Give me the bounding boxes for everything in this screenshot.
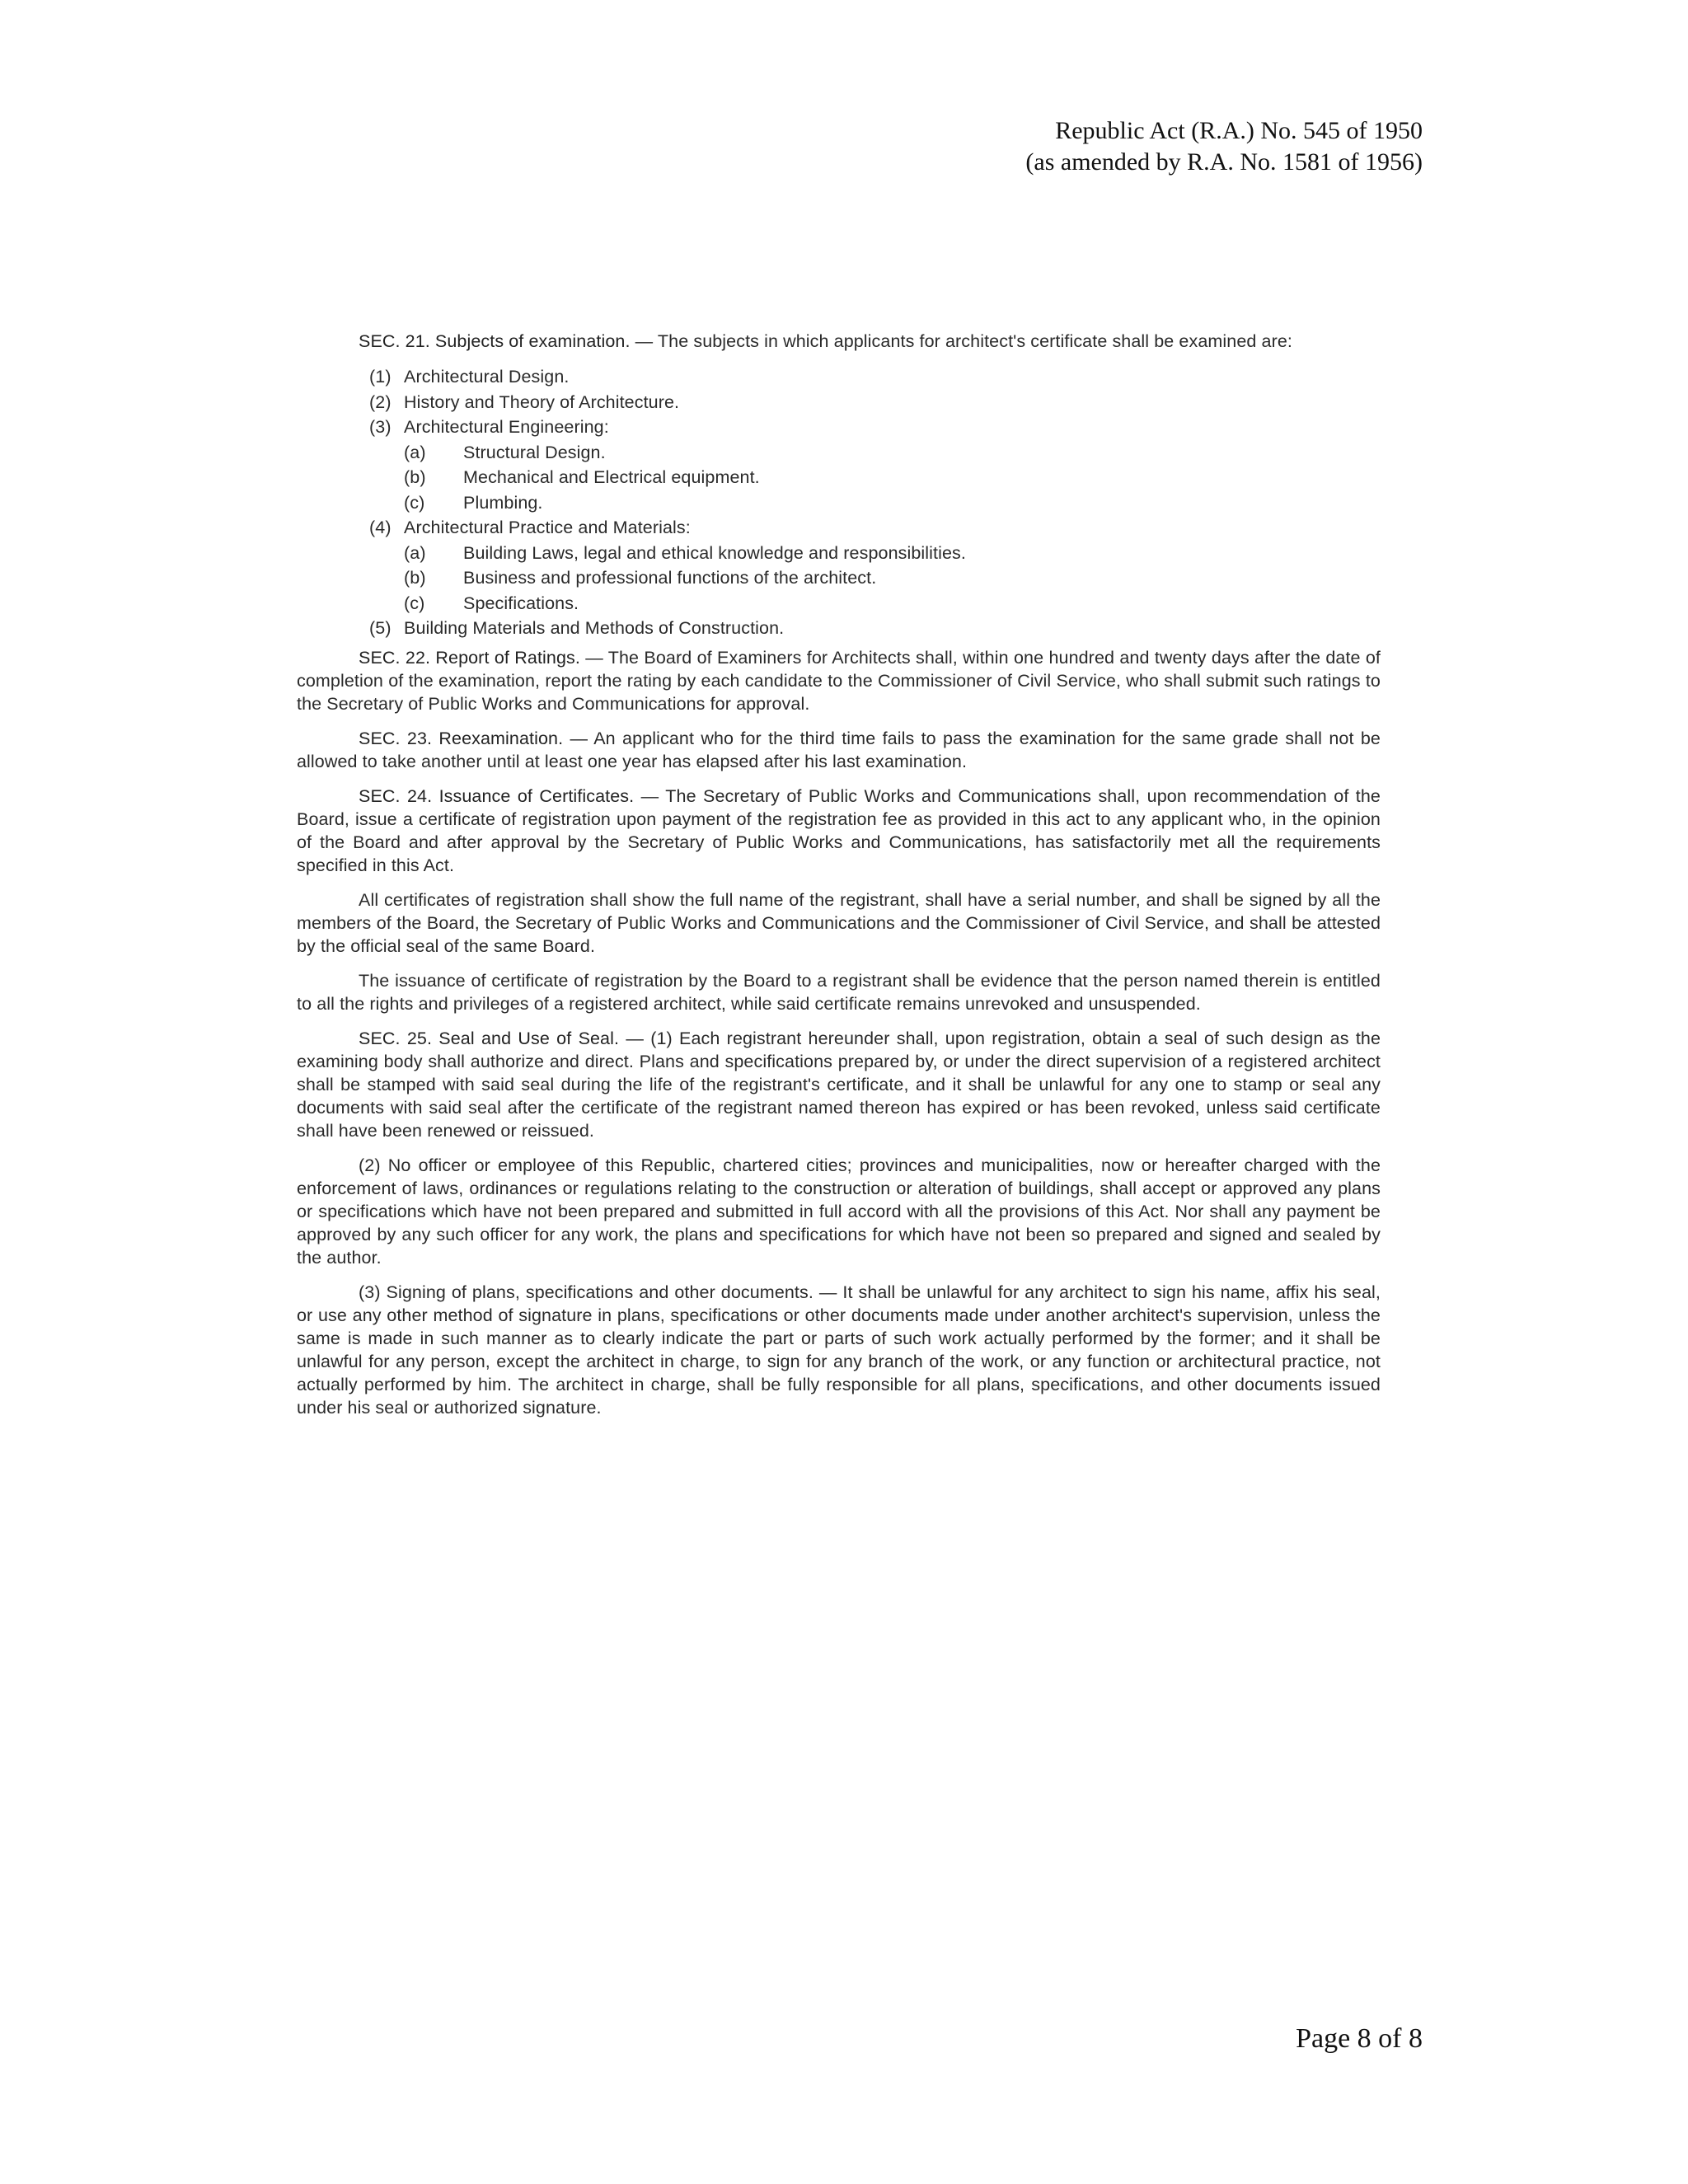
sec21-intro <box>297 330 1381 353</box>
subjects-list <box>297 364 1381 641</box>
subject-subitem <box>404 541 1381 566</box>
sec25-subsection-3: (3) Signing of plans, specifications and other documents. — It shall be unlawful for any architect to sign his name, affix his seal, or use any other method of signature in plans, specifications or other documents made under another architect's supervision, unless the same is made in such manner as to clearly indicate the part or parts of such work actually performed by the former; and it shall be unlawful for any person, except the architect in charge, to sign for any branch of the work, or any function or architectural practice, not actually performed by him. The architect in charge, shall be fully responsible for all plans, specifications, and other documents issued under his seal or authorized signature. <box>297 1282 1381 1418</box>
running-header <box>1025 115 1423 178</box>
subject-number: (1) <box>369 367 392 387</box>
subject-text: Architectural Practice and Materials: <box>404 518 691 537</box>
subitem-text: Plumbing. <box>463 492 543 513</box>
sec21-text: The subjects in which applicants for architect's certificate shall be examined are: <box>653 331 1292 351</box>
subitem-letter: (c) <box>404 593 425 613</box>
subject-subitem <box>404 440 1381 466</box>
subject-sublist <box>404 541 1381 616</box>
sec25-heading: SEC. 25. Seal and Use of Seal. — <box>359 1028 644 1048</box>
header-amendment: (as amended by R.A. No. 1581 of 1956) <box>1025 148 1423 176</box>
header-act-title: Republic Act (R.A.) No. 545 of 1950 <box>1055 117 1423 144</box>
subitem-letter: (a) <box>404 442 426 462</box>
subitem-text: Business and professional functions of the architect. <box>463 568 877 588</box>
subject-item <box>297 390 1381 415</box>
subitem-text: Structural Design. <box>463 442 606 462</box>
sec22-text: The Board of Examiners for Architects shall, within one hundred and twenty days after the date of completion of the examination, report the rating by each candidate to the Commissioner of Civil Service, who shall submit such ratings to the Secretary of Public Works and Communications for approval. <box>297 647 1381 714</box>
sec24-certificate-contents: All certificates of registration shall show the full name of the registrant, shall have a serial number, and shall be signed by all the members of the Board, the Secretary of Public Works and Communications and the Commissioner of Civil Service, and shall be attested by the official seal of the same Board. <box>297 889 1381 956</box>
subitem-letter: (c) <box>404 492 425 513</box>
sec24-paragraph <box>297 785 1381 877</box>
subitem-text: Building Laws, legal and ethical knowledge and responsibilities. <box>463 542 966 563</box>
sec21-heading: SEC. 21. Subjects of examination. — <box>359 331 654 351</box>
sec24-heading: SEC. 24. Issuance of Certificates. — <box>359 785 659 806</box>
subject-number: (5) <box>369 618 392 638</box>
subject-text: History and Theory of Architecture. <box>404 391 680 412</box>
sec24-certificate-evidence: The issuance of certificate of registration by the Board to a registrant shall be evidence that the person named therein is entitled to all the rights and privileges of a registered architect, while said certificate remains unrevoked and unsuspended. <box>297 970 1381 1014</box>
page-number: Page 8 of 8 <box>1296 2023 1423 2054</box>
subject-sublist <box>404 440 1381 516</box>
subject-text: Building Materials and Methods of Construction. <box>404 618 785 638</box>
sec23-text: An applicant who for the third time fails to pass the examination for the same grade shall not be allowed to take another until at least one year has elapsed after his last examination. <box>297 728 1381 771</box>
subject-text: Architectural Design. <box>404 367 570 387</box>
sec25-paragraph <box>297 1027 1381 1142</box>
sec23-paragraph <box>297 727 1381 773</box>
subitem-text: Mechanical and Electrical equipment. <box>463 467 760 487</box>
sec22-paragraph <box>297 646 1381 715</box>
subject-text: Architectural Engineering: <box>404 417 609 437</box>
sec24-text: The Secretary of Public Works and Communications shall, upon recommendation of the Board, issue a certificate of registration upon payment of the registration fee as provided in this act to any applicant who, in the opinion of the Board and after approval by the Secretary of Public Works and Communications, has satisfactorily met all the requirements specified in this Act. <box>297 785 1381 875</box>
subitem-letter: (b) <box>404 467 426 487</box>
subject-number: (2) <box>369 391 392 412</box>
scanned-page-body <box>297 330 1381 1431</box>
sec25-text: (1) Each registrant hereunder shall, upon registration, obtain a seal of such design as the examining body shall authorize and direct. Plans and specifications prepared by, or under the direct supervision of a registered architect shall be stamped with said seal during the life of the registrant's certificate, and it shall be unlawful for any one to stamp or seal any documents with said seal after the certificate of the registrant named thereon has expired or has been revoked, unless said certificate shall have been renewed or reissued. <box>297 1028 1381 1141</box>
subject-subitem <box>404 565 1381 591</box>
subject-subitem <box>404 490 1381 516</box>
subject-item <box>297 515 1381 616</box>
subject-item <box>297 364 1381 390</box>
subitem-letter: (b) <box>404 568 426 588</box>
subject-subitem <box>404 591 1381 616</box>
sec23-heading: SEC. 23. Reexamination. — <box>359 728 588 748</box>
subject-subitem <box>404 465 1381 490</box>
subject-number: (3) <box>369 417 392 437</box>
subject-number: (4) <box>369 518 392 537</box>
sec25-subsection-2: (2) No officer or employee of this Republic, chartered cities; provinces and municipalities, now or hereafter charged with the enforcement of laws, ordinances or regulations relating to the construction or alteration of buildings, shall accept or approved any plans or specifications which have not been prepared and submitted in full accord with all the provisions of this Act. Nor shall any payment be approved by any such officer for any work, the plans and specifications for which have not been so prepared and signed and sealed by the author. <box>297 1155 1381 1268</box>
subitem-text: Specifications. <box>463 593 579 613</box>
sec22-heading: SEC. 22. Report of Ratings. — <box>359 647 603 668</box>
subject-item <box>297 616 1381 641</box>
subitem-letter: (a) <box>404 542 426 563</box>
subject-item <box>297 415 1381 515</box>
